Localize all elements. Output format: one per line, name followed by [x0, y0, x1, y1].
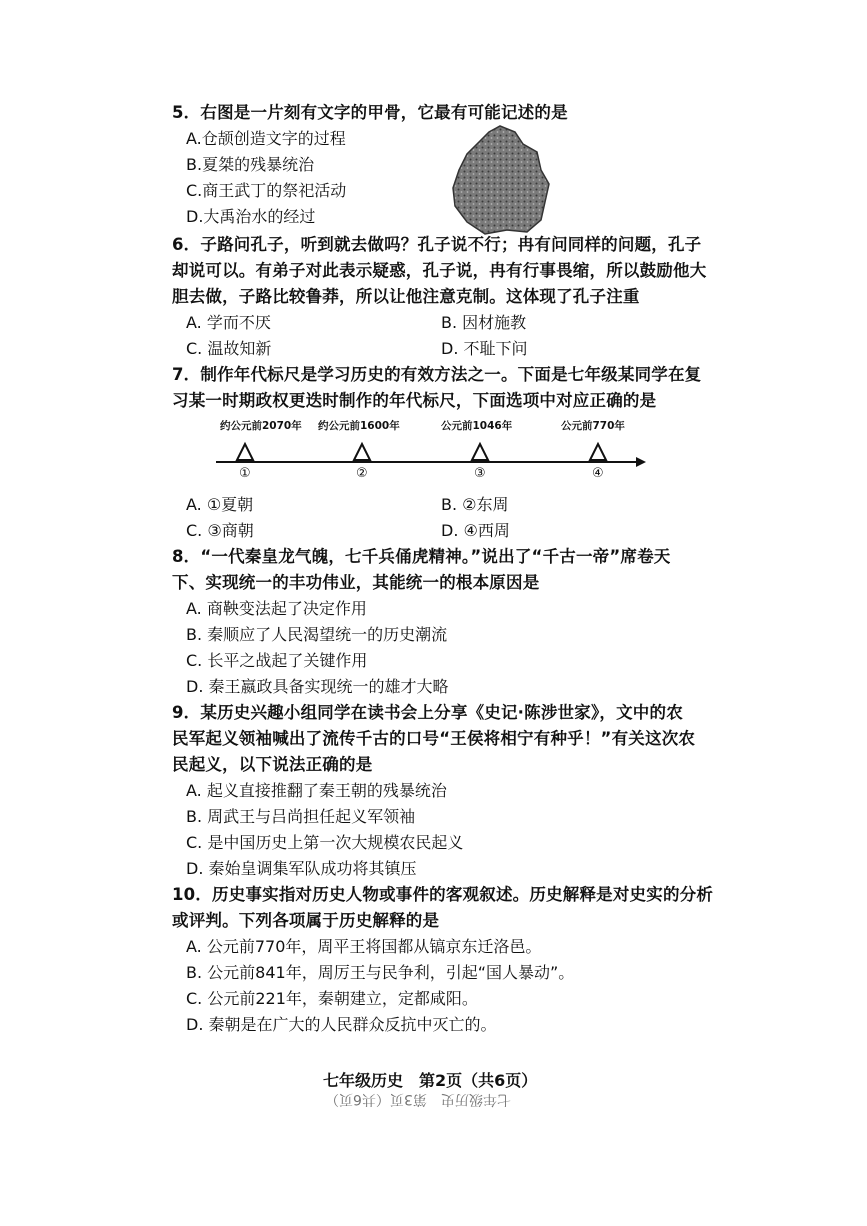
q10-option-a: A. 公元前770年，周平王将国都从镐京东迁洛邑。: [186, 937, 542, 956]
q6-stem-line-3: 胆去做，子路比较鲁莽，所以让他注意克制。这体现了孔子注重: [172, 287, 640, 306]
q6-option-b: B. 因材施教: [441, 313, 527, 332]
timeline-axis: [200, 436, 660, 496]
timeline-mark-1: ①: [239, 466, 251, 481]
q7-option-b: B. ②东周: [441, 495, 509, 514]
q5-stem: 5．右图是一片刻有文字的甲骨，它最有可能记述的是: [172, 103, 568, 122]
q9-stem-line-1: 9．某历史兴趣小组同学在读书会上分享《史记·陈涉世家》，文中的农: [172, 703, 683, 722]
q6-option-c: C. 温故知新: [186, 339, 272, 358]
page-footer: 七年级历史 第2页（共6页）: [323, 1071, 538, 1090]
timeline-marker-1: [237, 444, 253, 460]
q5-option-a: A.仓颉创造文字的过程: [186, 129, 346, 148]
timeline-label-3: 公元前1046年: [441, 420, 513, 432]
q6-stem-line-2: 却说可以。有弟子对此表示疑惑，孔子说，冉有行事畏缩，所以鼓励他大: [172, 261, 707, 280]
q9-option-b: B. 周武王与吕尚担任起义军领袖: [186, 807, 416, 826]
q6-option-d: D. 不耻下问: [441, 339, 528, 358]
timeline-label-1: 约公元前2070年: [220, 420, 302, 432]
q5-option-d: D.大禹治水的经过: [186, 207, 316, 226]
timeline-marker-2: [354, 444, 370, 460]
q9-stem-line-2: 民军起义领袖喊出了流传千古的口号“王侯将相宁有种乎！”有关这次农: [172, 729, 696, 748]
q8-option-d: D. 秦王嬴政具备实现统一的雄才大略: [186, 677, 449, 696]
oracle-bone-image: [445, 122, 555, 237]
q6-stem-line-1: 6．子路问孔子，听到就去做吗？孔子说不行；冉有问同样的问题，孔子: [172, 235, 702, 254]
q9-option-d: D. 秦始皇调集军队成功将其镇压: [186, 859, 417, 878]
q10-option-d: D. 秦朝是在广大的人民群众反抗中灭亡的。: [186, 1015, 497, 1034]
q7-option-d: D. ④西周: [441, 521, 510, 540]
q8-option-c: C. 长平之战起了关键作用: [186, 651, 368, 670]
q9-option-c: C. 是中国历史上第一次大规模农民起义: [186, 833, 464, 852]
q10-option-c: C. 公元前221年，秦朝建立，定都咸阳。: [186, 989, 478, 1008]
q7-stem-line-1: 7．制作年代标尺是学习历史的有效方法之一。下面是七年级某同学在复: [172, 365, 702, 384]
q10-stem-line-1: 10．历史事实指对历史人物或事件的客观叙述。历史解释是对史实的分析: [172, 885, 714, 904]
q6-option-a: A. 学而不厌: [186, 313, 271, 332]
q7-stem-line-2: 习某一时期政权更迭时制作的年代标尺，下面选项中对应正确的是: [172, 391, 657, 410]
timeline-mark-2: ②: [356, 466, 368, 481]
timeline-mark-3: ③: [474, 466, 486, 481]
timeline-mark-4: ④: [592, 466, 604, 481]
q7-option-c: C. ③商朝: [186, 521, 254, 540]
timeline-label-2: 约公元前1600年: [318, 420, 400, 432]
timeline-marker-3: [472, 444, 488, 460]
q10-option-b: B. 公元前841年，周厉王与民争利，引起“国人暴动”。: [186, 963, 575, 982]
timeline-label-4: 公元前770年: [561, 420, 625, 432]
bleed-through-footer: 七年级历史 第3页（共6页）: [325, 1091, 511, 1107]
q10-stem-line-2: 或评判。下列各项属于历史解释的是: [172, 911, 440, 930]
q5-option-c: C.商王武丁的祭祀活动: [186, 181, 347, 200]
q8-stem-line-2: 下、实现统一的丰功伟业，其能统一的根本原因是: [172, 573, 540, 592]
q8-option-b: B. 秦顺应了人民渴望统一的历史潮流: [186, 625, 448, 644]
q5-option-b: B.夏桀的残暴统治: [186, 155, 315, 174]
timeline-marker-4: [590, 444, 606, 460]
q8-option-a: A. 商鞅变法起了决定作用: [186, 599, 367, 618]
q7-option-a: A. ①夏朝: [186, 495, 254, 514]
q9-option-a: A. 起义直接推翻了秦王朝的残暴统治: [186, 781, 447, 800]
q9-stem-line-3: 民起义，以下说法正确的是: [172, 755, 373, 774]
q8-stem-line-1: 8．“一代秦皇龙气魄，七千兵俑虎精神。”说出了“千古一帝”席卷天: [172, 547, 671, 566]
